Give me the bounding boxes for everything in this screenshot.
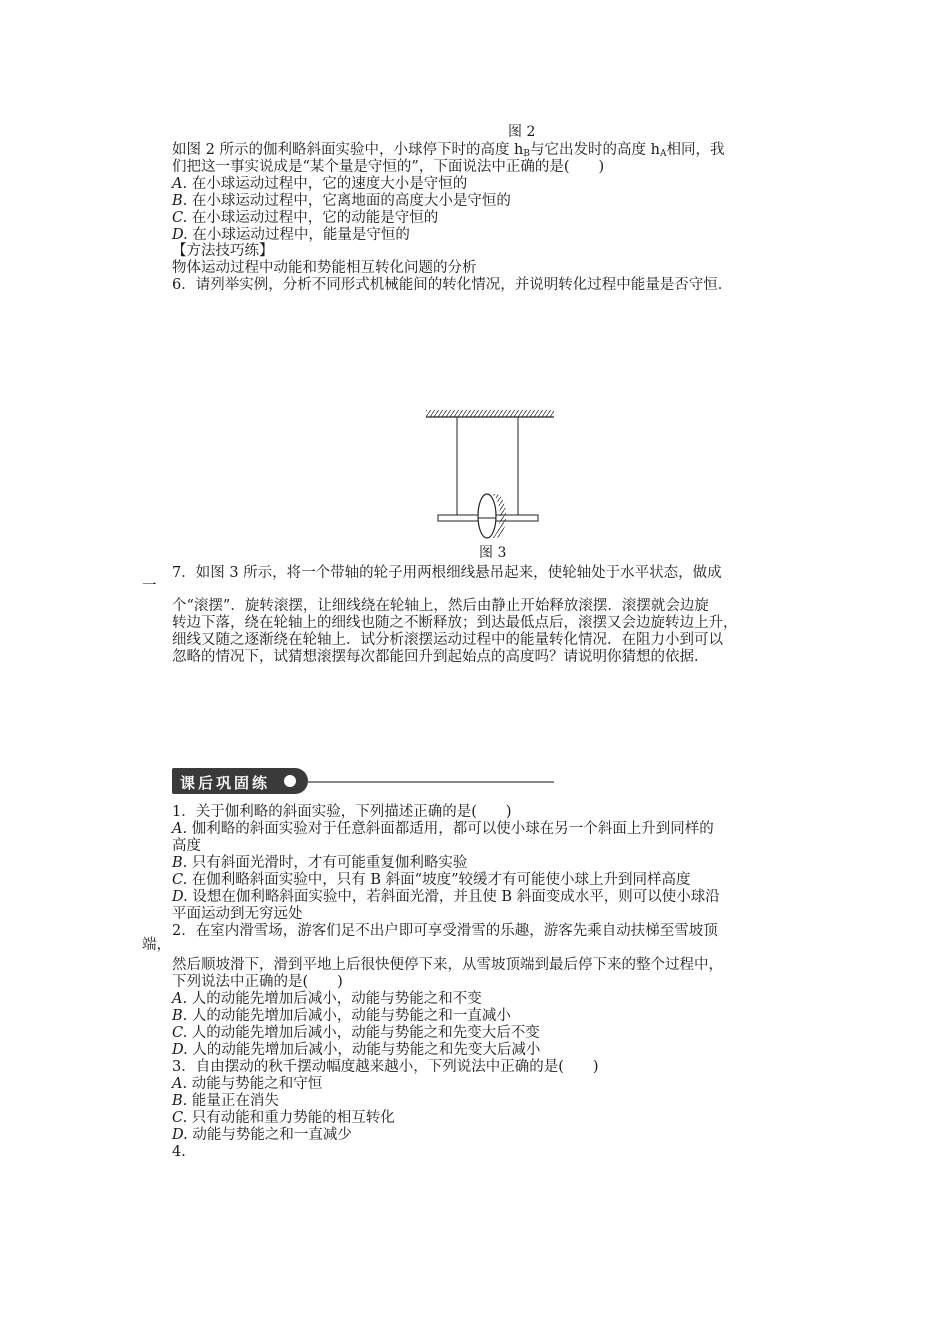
q7-line4: 细线又随之逐渐绕在轮轴上．试分析滚摆运动过程中的能量转化情况．在阻力小到可以 [172,632,723,648]
h2-option-c: C. 人的动能先增加后减小，动能与势能之和先变大后不变 [172,1025,540,1041]
h2-line2: 然后顺坡滑下，滑到平地上后很快便停下来，从雪坡顶端到最后停下来的整个过程中， [172,957,723,973]
q7-line3: 转边下落，绕在轮轴上的细线也随之不断释放；到达最低点后，滚摆又会边旋转边上升， [172,615,738,631]
h2-option-d: D. 人的动能先增加后减小，动能与势能之和先变大后减小 [172,1042,541,1058]
q5-option-d: D. 在小球运动过程中，能量是守恒的 [172,227,410,243]
wheel [478,494,496,538]
h1-option-a: A. 伽利略的斜面实验对于任意斜面都适用，都可以使小球在另一个斜面上升到同样的 [172,821,714,837]
h1-option-b: B. 只有斜面光滑时，才有可能重复伽利略实验 [172,855,468,871]
q7-line2: 个“滚摆”．旋转滚摆，让细线绕在轮轴上，然后由静止开始释放滚摆．滚摆就会边旋 [172,598,709,614]
q5-stem-line1: 如图 2 所示的伽利略斜面实验中，小球停下时的高度 $h_B$与它出发时的高度 $h_A$相同，我 [172,142,725,159]
h2-option-b: B. 人的动能先增加后减小，动能与势能之和一直减小 [172,1008,511,1024]
h3-stem: 3．自由摆动的秋千摆动幅度越来越小，下列说法中正确的是( ) [172,1059,599,1075]
h3-option-a: A. 动能与势能之和守恒 [172,1076,323,1092]
h2-wrap: 端， [142,937,171,953]
h2-line1: 2．在室内滑雪场，游客们足不出户即可享受滑雪的乐趣，游客先乘自动扶梯至雪坡顶 [172,923,718,939]
method-heading: 【方法技巧练】 [172,243,274,259]
rolling-pendulum-figure [420,402,560,542]
figure-2-caption: 图 2 [508,124,536,140]
ceiling-hatch [426,410,554,417]
h1-option-c: C. 在伽利略斜面实验中，只有 B 斜面“坡度”较缓才有可能使小球上升到同样高度 [172,872,691,888]
h1-option-d: D. 设想在伽利略斜面实验中，若斜面光滑，并且使 B 斜面变成水平，则可以使小球沿 [172,889,720,905]
h1-stem: 1．关于伽利略的斜面实验，下列描述正确的是( ) [172,804,512,820]
h3-option-d: D. 动能与势能之和一直减少 [172,1127,352,1143]
q7-line1: 7．如图 3 所示，将一个带轴的轮子用两根细线悬吊起来，使轮轴处于水平状态，做成 [172,565,722,581]
q5-option-b: B. 在小球运动过程中，它离地面的高度大小是守恒的 [172,193,511,209]
h3-option-c: C. 只有动能和重力势能的相互转化 [172,1110,395,1126]
bullet-dot-icon [284,775,296,787]
q6-text: 6．请列举实例，分析不同形式机械能间的转化情况，并说明转化过程中能量是否守恒． [172,277,733,293]
h3-option-b: B. 能量正在消失 [172,1093,279,1109]
h2-line3: 下列说法中正确的是( ) [172,974,343,990]
q5-stem-line2: 们把这一事实说成是“某个量是守恒的”，下面说法中正确的是( ) [172,159,605,175]
q5-option-a: A. 在小球运动过程中，它的速度大小是守恒的 [172,176,468,192]
q7-line5: 忽略的情况下，试猜想滚摆每次都能回升到起始点的高度吗？请说明你猜想的依据． [172,649,709,665]
h2-option-a: A. 人的动能先增加后减小，动能与势能之和不变 [172,991,482,1007]
section-title: 课后巩固练 [180,774,271,792]
method-subheading: 物体运动过程中动能和势能相互转化问题的分析 [172,260,477,276]
h1-option-d-cont: 平面运动到无穷远处 [172,906,303,922]
h4-number: 4. [172,1144,186,1160]
section-rule [308,781,554,783]
q7-wrap: 一 [142,578,157,594]
q5-option-c: C. 在小球运动过程中，它的动能是守恒的 [172,210,439,226]
section-banner-box [172,768,308,794]
h1-option-a-cont: 高度 [172,838,201,854]
figure-3-caption: 图 3 [479,545,507,561]
